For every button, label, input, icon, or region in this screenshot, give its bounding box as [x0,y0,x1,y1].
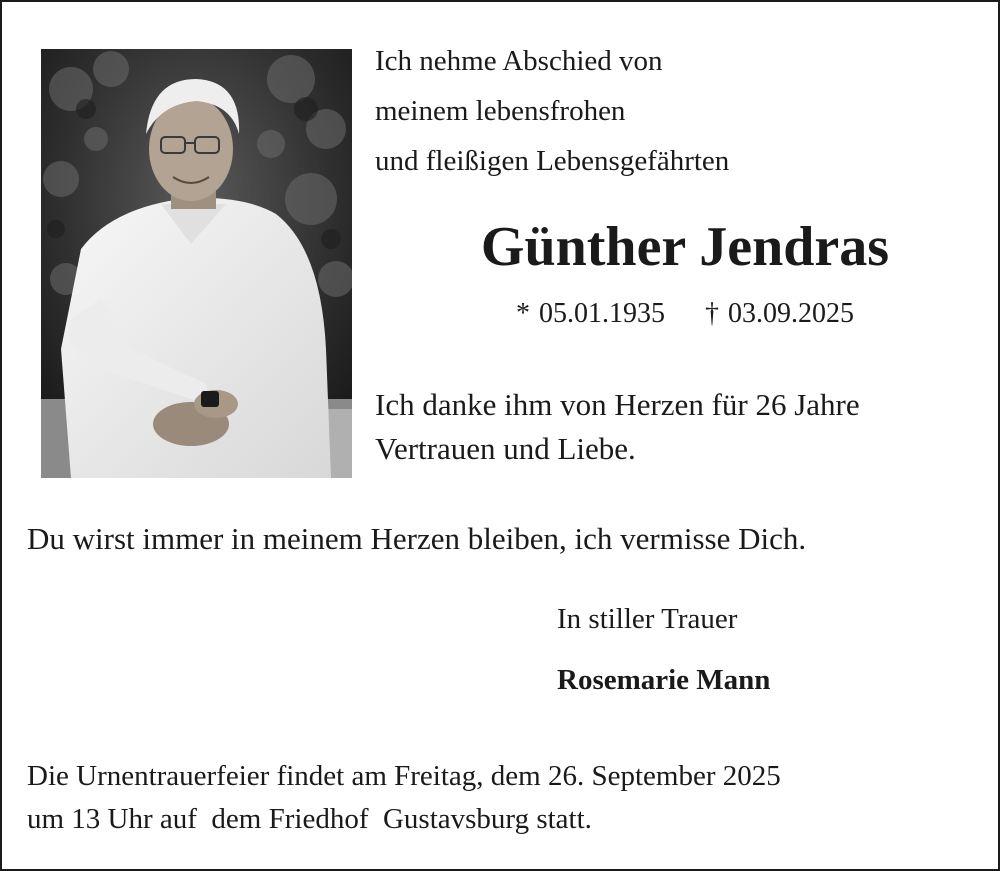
forever-line: Du wirst immer in meinem Herzen bleiben, ich vermisse Dich. [27,521,807,556]
intro-text [375,36,729,186]
intro-line: und fleißigen Lebensgefährten [375,145,730,177]
thanks-text [375,383,860,471]
portrait-photo [41,49,352,478]
service-info [27,755,781,841]
intro-line: Ich nehme Abschied von [375,45,663,77]
portrait-image [41,49,352,478]
death-date: † 03.09.2025 [705,298,854,329]
thanks-line: Vertrauen und Liebe. [375,431,636,466]
deceased-name: Günther Jendras [480,216,890,278]
intro-line: meinem lebensfrohen [375,95,626,127]
signer-name: Rosemarie Mann [557,664,771,696]
birth-date: * 05.01.1935 [516,298,665,329]
service-line: Die Urnentrauerfeier findet am Freitag, dem 26. September 2025 [27,760,781,792]
mourning-label: In stiller Trauer [557,603,738,635]
service-line: um 13 Uhr auf dem Friedhof Gustavsburg statt. [27,803,592,835]
life-dates [375,298,995,330]
thanks-line: Ich danke ihm von Herzen für 26 Jahre [375,387,860,422]
